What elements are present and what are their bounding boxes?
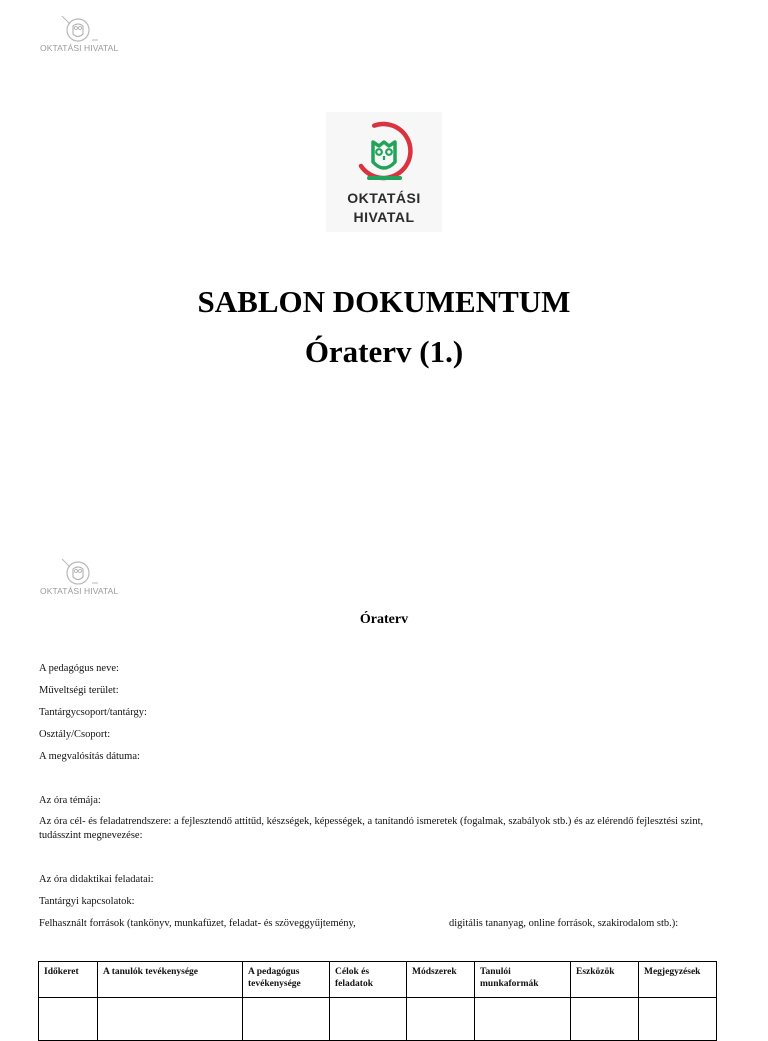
cover-logo-line2: HIVATAL	[353, 209, 415, 225]
table-cell[interactable]	[39, 998, 98, 1041]
field-sources: Felhasznált források (tankönyv, munkafüzet, feladat- és szöveggyűjtemény,	[39, 918, 356, 929]
field-connections: Tantárgyi kapcsolatok:	[39, 896, 135, 907]
header-logo-text: OKTATÁSI HIVATAL	[40, 586, 119, 596]
field-topic: Az óra témája:	[39, 795, 101, 806]
field-goals: Az óra cél- és feladatrendszere: a fejlesztendő attitűd, készségek, képességek, a tanítandó ismeretek (fogalmak, szabályok stb.) és az elérendő fejlesztési szint, tudásszint megnevezése:	[39, 816, 704, 841]
table-header-cell: Célok és feladatok	[330, 962, 407, 998]
field-didactic-tasks: Az óra didaktikai feladatai:	[39, 874, 154, 885]
table-cell[interactable]	[98, 998, 243, 1041]
table-cell[interactable]	[407, 998, 475, 1041]
owl-logo-icon	[56, 557, 106, 587]
document-title: SABLON DOKUMENTUM	[197, 284, 571, 319]
table-header-cell: Megjegyzések	[639, 962, 717, 998]
table-header-cell: Módszerek	[407, 962, 475, 998]
table-header-cell: Tanulói munkaformák	[475, 962, 571, 998]
cover-logo-line1: OKTATÁSI	[347, 190, 421, 206]
lesson-plan-table	[38, 961, 717, 1041]
field-date: A megvalósítás dátuma:	[39, 751, 140, 762]
table-header-cell: Időkeret	[39, 962, 98, 998]
table-cell[interactable]	[475, 998, 571, 1041]
table-cell[interactable]	[243, 998, 330, 1041]
field-sources-continued: digitális tananyag, online források, szakirodalom stb.):	[449, 918, 679, 929]
field-subject-area: Műveltségi terület:	[39, 685, 119, 696]
plan-heading: Óraterv	[359, 612, 409, 627]
field-class-group: Osztály/Csoport:	[39, 729, 111, 740]
table-cell[interactable]	[571, 998, 639, 1041]
table-header-cell: Eszközök	[571, 962, 639, 998]
table-cell[interactable]	[639, 998, 717, 1041]
header-logo-text: OKTATÁSI HIVATAL	[40, 43, 119, 53]
header-logo	[40, 14, 122, 54]
table-header-row	[39, 962, 717, 998]
table-row	[39, 998, 717, 1041]
table-header-cell: A pedagógus tevékenysége	[243, 962, 330, 998]
field-teacher-name: A pedagógus neve:	[39, 663, 119, 674]
cover-logo	[326, 112, 442, 232]
page2-header-logo	[40, 557, 122, 597]
document-subtitle: Óraterv (1.)	[304, 334, 464, 369]
field-subject: Tantárgycsoport/tantárgy:	[39, 707, 147, 718]
owl-logo-icon	[56, 14, 106, 44]
table-header-cell: A tanulók tevékenysége	[98, 962, 243, 998]
owl-logo-icon	[353, 120, 415, 186]
table-cell[interactable]	[330, 998, 407, 1041]
